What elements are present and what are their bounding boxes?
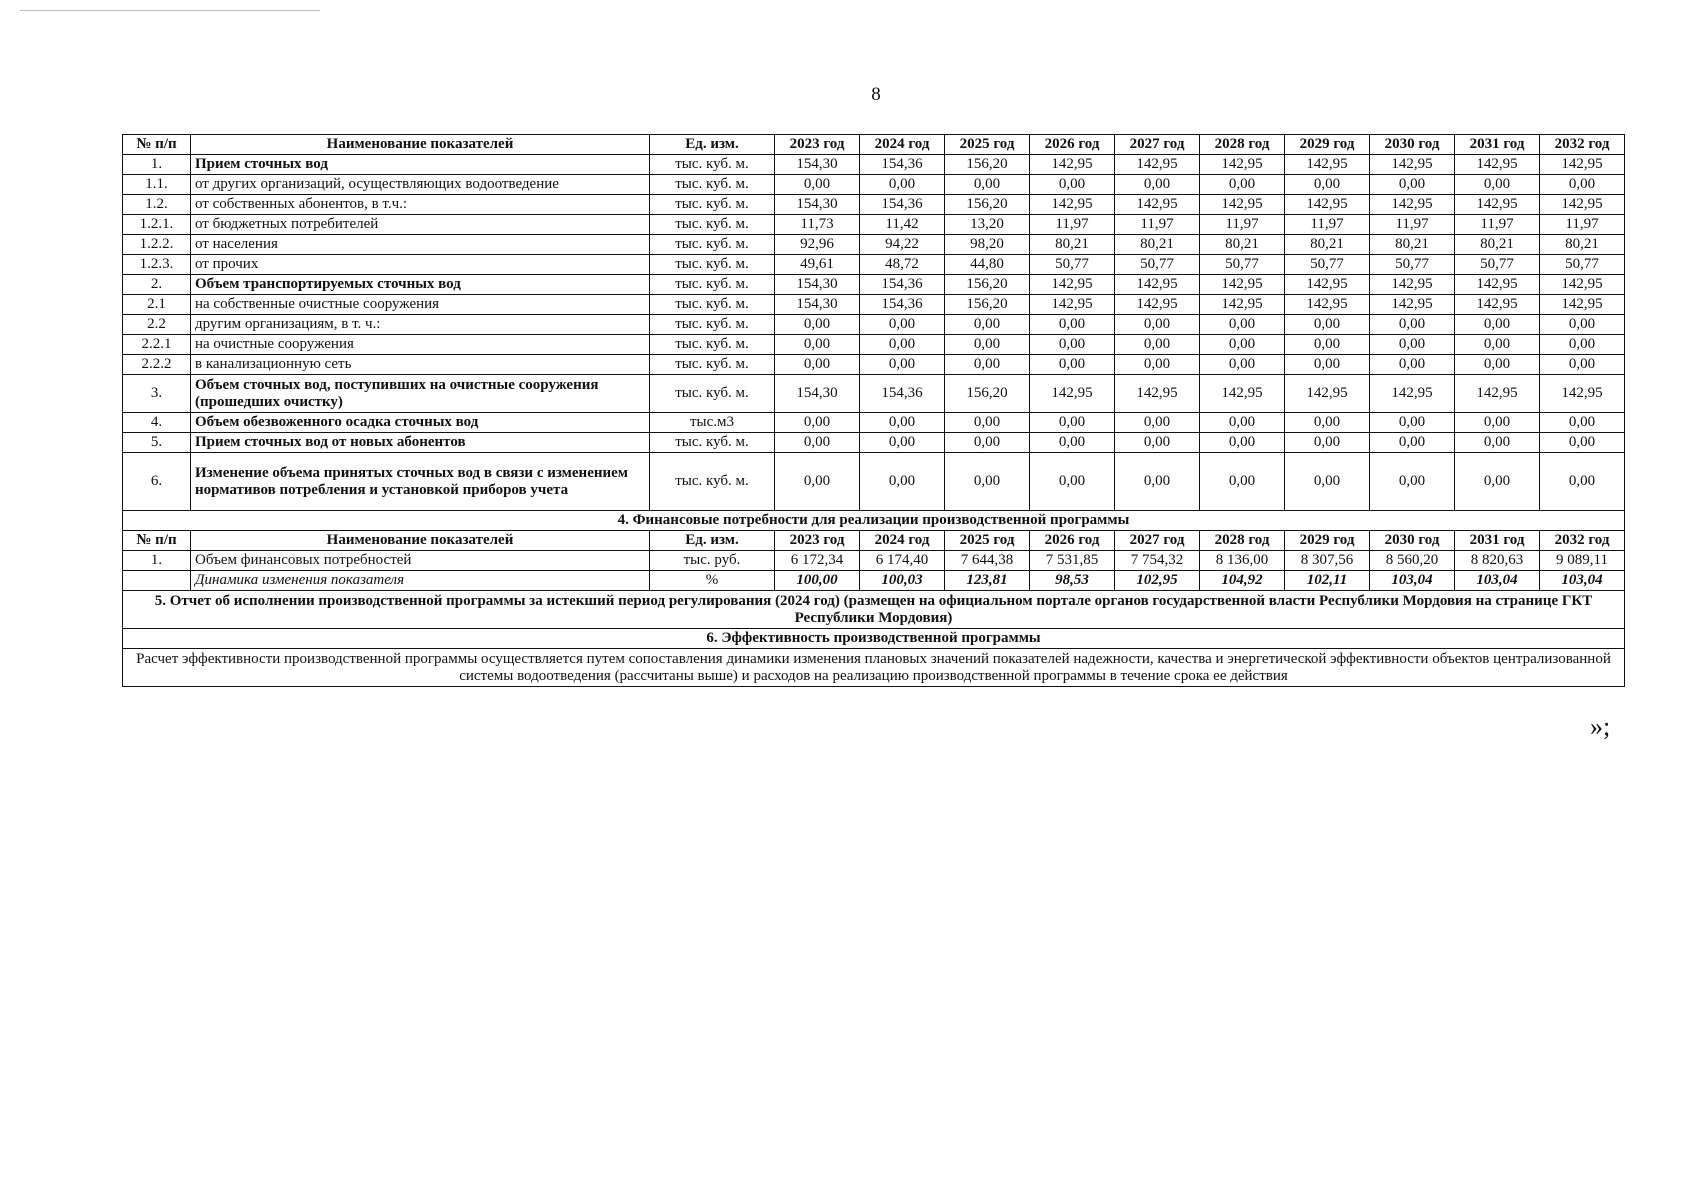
header-year: 2028 год [1200,135,1285,155]
row-value: 0,00 [1540,355,1625,375]
row-num: 2.2 [123,315,191,335]
header-year: 2031 год [1455,531,1540,551]
row-value: 11,97 [1370,215,1455,235]
row-value: 48,72 [860,255,945,275]
row-value: 8 136,00 [1200,551,1285,571]
row-value: 0,00 [945,315,1030,335]
row-value: 142,95 [1540,155,1625,175]
row-value: 154,30 [775,195,860,215]
row-value: 0,00 [1200,453,1285,511]
row-num: 3. [123,375,191,413]
table-row [123,195,1625,215]
row-unit: тыс. куб. м. [650,155,775,175]
row-value: 142,95 [1285,155,1370,175]
section-5-title: 5. Отчет об исполнении производственной программы за истекший период регулирования (2024 год) (размещен на официальном портале органов государственной власти Республики Мордовия на странице ГКТ Республики Мордовия) [123,591,1625,629]
row-value: 0,00 [945,175,1030,195]
row-value: 0,00 [945,413,1030,433]
table-row [123,215,1625,235]
row-value: 11,97 [1540,215,1625,235]
row-num: 1.2.1. [123,215,191,235]
row-value: 154,30 [775,375,860,413]
row-value: 80,21 [1285,235,1370,255]
row-value: 142,95 [1370,155,1455,175]
row-name: в канализационную сеть [191,355,650,375]
row-name: Изменение объема принятых сточных вод в связи с изменением нормативов потребления и установкой приборов учета [191,453,650,511]
row-value: 80,21 [1455,235,1540,255]
row-value: 98,53 [1030,571,1115,591]
table-row [123,355,1625,375]
row-value: 103,04 [1540,571,1625,591]
production-program-table [122,134,1625,687]
row-value: 0,00 [1115,335,1200,355]
row-num: 5. [123,433,191,453]
row-value: 0,00 [1285,175,1370,195]
row-value: 0,00 [1455,315,1540,335]
row-value: 80,21 [1200,235,1285,255]
section-6-title: 6. Эффективность производственной программы [123,629,1625,649]
row-value: 0,00 [860,315,945,335]
row-value: 0,00 [1115,175,1200,195]
row-value: 142,95 [1030,155,1115,175]
row-value: 50,77 [1540,255,1625,275]
row-value: 104,92 [1200,571,1285,591]
row-value: 0,00 [1115,453,1200,511]
row-num [123,571,191,591]
table-row [123,155,1625,175]
dynamics-row [123,571,1625,591]
table-row [123,175,1625,195]
row-value: 0,00 [1285,355,1370,375]
row-unit: тыс. куб. м. [650,195,775,215]
header-year: 2026 год [1030,531,1115,551]
row-value: 80,21 [1115,235,1200,255]
table-row [123,295,1625,315]
row-value: 0,00 [775,175,860,195]
row-num: 1.2.3. [123,255,191,275]
row-value: 142,95 [1115,375,1200,413]
row-value: 49,61 [775,255,860,275]
row-value: 80,21 [1370,235,1455,255]
row-unit: тыс. куб. м. [650,453,775,511]
row-value: 11,42 [860,215,945,235]
row-value: 0,00 [1200,355,1285,375]
row-value: 0,00 [1370,355,1455,375]
section-4-title-row [123,511,1625,531]
header-year: 2027 год [1115,531,1200,551]
header-name: Наименование показателей [191,531,650,551]
row-value: 156,20 [945,155,1030,175]
row-value: 0,00 [1455,335,1540,355]
row-value: 142,95 [1540,375,1625,413]
row-value: 142,95 [1030,375,1115,413]
row-value: 142,95 [1200,155,1285,175]
row-value: 7 531,85 [1030,551,1115,571]
row-unit: тыс. куб. м. [650,335,775,355]
row-unit: тыс. куб. м. [650,275,775,295]
row-value: 156,20 [945,295,1030,315]
row-value: 0,00 [1030,433,1115,453]
row-value: 50,77 [1115,255,1200,275]
row-value: 154,30 [775,295,860,315]
row-unit: тыс. куб. м. [650,375,775,413]
row-value: 0,00 [860,433,945,453]
row-value: 0,00 [1200,315,1285,335]
row-unit: тыс. куб. м. [650,215,775,235]
row-unit: тыс. руб. [650,551,775,571]
row-value: 0,00 [1030,315,1115,335]
row-value: 100,03 [860,571,945,591]
table-header-row [123,135,1625,155]
table-row [123,315,1625,335]
row-value: 0,00 [945,453,1030,511]
row-value: 142,95 [1370,275,1455,295]
row-value: 0,00 [1370,335,1455,355]
row-num: 1. [123,551,191,571]
row-value: 0,00 [775,433,860,453]
row-value: 142,95 [1370,295,1455,315]
header-year: 2023 год [775,135,860,155]
row-value: 102,95 [1115,571,1200,591]
row-unit: % [650,571,775,591]
header-year: 2025 год [945,531,1030,551]
row-value: 92,96 [775,235,860,255]
row-value: 0,00 [945,433,1030,453]
section-6-text: Расчет эффективности производственной программы осуществляется путем сопоставления динамики изменения плановых значений показателей надежности, качества и энергетической эффективности объектов централизованной системы водоотведения (рассчитаны выше) и расходов на реализацию производственной программы в течение срока ее действия [123,649,1625,687]
row-value: 103,04 [1455,571,1540,591]
row-value: 0,00 [945,355,1030,375]
row-value: 11,97 [1200,215,1285,235]
row-value: 142,95 [1285,275,1370,295]
row-value: 11,97 [1115,215,1200,235]
row-value: 94,22 [860,235,945,255]
row-value: 0,00 [775,335,860,355]
row-value: 0,00 [945,335,1030,355]
row-value: 0,00 [1540,453,1625,511]
row-value: 0,00 [860,355,945,375]
row-num: 1.2. [123,195,191,215]
row-value: 142,95 [1455,195,1540,215]
row-value: 142,95 [1115,195,1200,215]
row-value: 0,00 [1540,335,1625,355]
row-value: 142,95 [1285,195,1370,215]
row-value: 0,00 [775,413,860,433]
row-value: 0,00 [1030,413,1115,433]
header-year: 2024 год [860,135,945,155]
row-value: 0,00 [775,315,860,335]
row-value: 8 820,63 [1455,551,1540,571]
header-year: 2024 год [860,531,945,551]
row-value: 6 174,40 [860,551,945,571]
row-value: 154,36 [860,375,945,413]
row-unit: тыс. куб. м. [650,175,775,195]
row-value: 0,00 [1455,453,1540,511]
row-unit: тыс. куб. м. [650,235,775,255]
row-unit: тыс. куб. м. [650,355,775,375]
row-value: 6 172,34 [775,551,860,571]
table-row [123,453,1625,511]
row-value: 11,97 [1285,215,1370,235]
row-value: 0,00 [1285,315,1370,335]
row-value: 154,36 [860,155,945,175]
row-name: от бюджетных потребителей [191,215,650,235]
row-value: 0,00 [1370,453,1455,511]
row-value: 0,00 [1115,433,1200,453]
closing-quote-mark: »; [1590,712,1611,741]
row-value: 0,00 [1540,433,1625,453]
row-value: 0,00 [860,413,945,433]
row-value: 142,95 [1115,275,1200,295]
row-num: 2. [123,275,191,295]
row-value: 0,00 [1030,355,1115,375]
header-year: 2032 год [1540,531,1625,551]
row-value: 50,77 [1200,255,1285,275]
row-value: 142,95 [1115,295,1200,315]
row-name: Прием сточных вод от новых абонентов [191,433,650,453]
row-value: 142,95 [1540,295,1625,315]
row-name: от прочих [191,255,650,275]
row-value: 142,95 [1370,195,1455,215]
row-value: 0,00 [1540,315,1625,335]
row-value: 50,77 [1285,255,1370,275]
financial-needs-row [123,551,1625,571]
row-value: 50,77 [1455,255,1540,275]
row-value: 9 089,11 [1540,551,1625,571]
table-row [123,433,1625,453]
row-value: 80,21 [1540,235,1625,255]
row-value: 0,00 [1200,433,1285,453]
row-value: 142,95 [1285,295,1370,315]
row-name: на собственные очистные сооружения [191,295,650,315]
row-value: 0,00 [1115,413,1200,433]
row-num: 1. [123,155,191,175]
section-6-title-row [123,629,1625,649]
row-value: 7 644,38 [945,551,1030,571]
header-num: № п/п [123,135,191,155]
section-4-title: 4. Финансовые потребности для реализации производственной программы [123,511,1625,531]
row-value: 154,36 [860,275,945,295]
row-unit: тыс. куб. м. [650,255,775,275]
row-value: 0,00 [1200,175,1285,195]
row-value: 0,00 [1370,175,1455,195]
section-4-header-row [123,531,1625,551]
row-value: 7 754,32 [1115,551,1200,571]
row-value: 0,00 [1370,433,1455,453]
header-year: 2028 год [1200,531,1285,551]
header-year: 2026 год [1030,135,1115,155]
row-name: другим организациям, в т. ч.: [191,315,650,335]
row-value: 102,11 [1285,571,1370,591]
row-value: 0,00 [1455,433,1540,453]
row-value: 142,95 [1030,275,1115,295]
row-value: 0,00 [1370,413,1455,433]
row-value: 0,00 [1030,453,1115,511]
row-value: 50,77 [1030,255,1115,275]
row-value: 0,00 [1540,175,1625,195]
row-value: 0,00 [1030,335,1115,355]
row-value: 156,20 [945,195,1030,215]
row-name: от населения [191,235,650,255]
row-value: 142,95 [1030,295,1115,315]
header-year: 2029 год [1285,531,1370,551]
table-row [123,275,1625,295]
row-value: 0,00 [1285,453,1370,511]
row-value: 0,00 [775,355,860,375]
row-value: 0,00 [1200,413,1285,433]
row-name: Объем транспортируемых сточных вод [191,275,650,295]
row-value: 154,30 [775,155,860,175]
table-row [123,255,1625,275]
row-value: 142,95 [1455,275,1540,295]
row-value: 156,20 [945,275,1030,295]
scan-artifact-line [20,10,320,11]
header-year: 2029 год [1285,135,1370,155]
row-value: 154,30 [775,275,860,295]
header-unit: Ед. изм. [650,531,775,551]
row-unit: тыс. куб. м. [650,315,775,335]
row-value: 11,73 [775,215,860,235]
row-value: 98,20 [945,235,1030,255]
section-6-text-row [123,649,1625,687]
row-value: 0,00 [1370,315,1455,335]
header-year: 2023 год [775,531,860,551]
row-value: 156,20 [945,375,1030,413]
row-value: 0,00 [860,453,945,511]
row-value: 142,95 [1030,195,1115,215]
header-year: 2032 год [1540,135,1625,155]
row-num: 1.2.2. [123,235,191,255]
row-value: 13,20 [945,215,1030,235]
row-name: Объем обезвоженного осадка сточных вод [191,413,650,433]
row-name: Динамика изменения показателя [191,571,650,591]
row-unit: тыс. куб. м. [650,295,775,315]
row-value: 154,36 [860,195,945,215]
row-value: 154,36 [860,295,945,315]
row-num: 4. [123,413,191,433]
row-num: 6. [123,453,191,511]
row-value: 11,97 [1455,215,1540,235]
row-num: 2.1 [123,295,191,315]
row-name: Прием сточных вод [191,155,650,175]
row-value: 11,97 [1030,215,1115,235]
row-value: 8 307,56 [1285,551,1370,571]
row-name: от собственных абонентов, в т.ч.: [191,195,650,215]
row-name: на очистные сооружения [191,335,650,355]
row-value: 142,95 [1455,295,1540,315]
header-year: 2030 год [1370,135,1455,155]
header-unit: Ед. изм. [650,135,775,155]
row-value: 0,00 [1540,413,1625,433]
header-name: Наименование показателей [191,135,650,155]
row-value: 0,00 [1115,315,1200,335]
row-name: Объем финансовых потребностей [191,551,650,571]
row-value: 0,00 [860,335,945,355]
row-value: 142,95 [1540,195,1625,215]
table-row [123,335,1625,355]
row-name: Объем сточных вод, поступивших на очистные сооружения (прошедших очистку) [191,375,650,413]
row-unit: тыс. куб. м. [650,433,775,453]
row-name: от других организаций, осуществляющих водоотведение [191,175,650,195]
row-value: 103,04 [1370,571,1455,591]
header-year: 2030 год [1370,531,1455,551]
row-value: 142,95 [1540,275,1625,295]
header-year: 2031 год [1455,135,1540,155]
row-value: 44,80 [945,255,1030,275]
row-value: 0,00 [1030,175,1115,195]
row-value: 0,00 [1200,335,1285,355]
table-row [123,375,1625,413]
row-unit: тыс.м3 [650,413,775,433]
row-num: 1.1. [123,175,191,195]
row-num: 2.2.2 [123,355,191,375]
page-number: 8 [871,84,881,105]
table-row [123,413,1625,433]
row-value: 0,00 [1115,355,1200,375]
row-value: 0,00 [1455,355,1540,375]
header-year: 2025 год [945,135,1030,155]
row-value: 0,00 [1285,433,1370,453]
row-value: 0,00 [1455,175,1540,195]
row-value: 80,21 [1030,235,1115,255]
section-5-row [123,591,1625,629]
row-value: 142,95 [1285,375,1370,413]
row-value: 123,81 [945,571,1030,591]
row-value: 142,95 [1200,375,1285,413]
row-value: 0,00 [1455,413,1540,433]
row-value: 142,95 [1200,295,1285,315]
row-value: 0,00 [1285,335,1370,355]
row-value: 50,77 [1370,255,1455,275]
row-value: 0,00 [860,175,945,195]
row-value: 8 560,20 [1370,551,1455,571]
row-value: 142,95 [1455,155,1540,175]
row-value: 142,95 [1370,375,1455,413]
row-value: 142,95 [1200,195,1285,215]
row-value: 100,00 [775,571,860,591]
row-value: 142,95 [1455,375,1540,413]
header-num: № п/п [123,531,191,551]
row-num: 2.2.1 [123,335,191,355]
header-year: 2027 год [1115,135,1200,155]
table-row [123,235,1625,255]
row-value: 142,95 [1115,155,1200,175]
row-value: 0,00 [775,453,860,511]
row-value: 0,00 [1285,413,1370,433]
row-value: 142,95 [1200,275,1285,295]
